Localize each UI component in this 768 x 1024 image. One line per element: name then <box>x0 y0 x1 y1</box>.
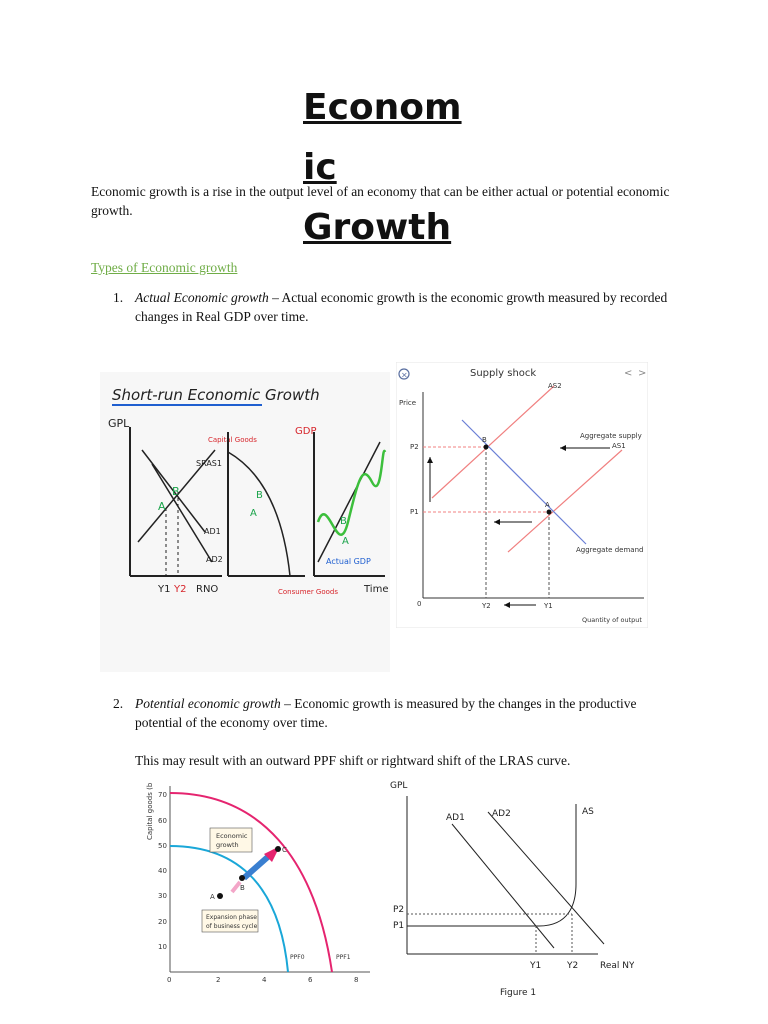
y-tick-30: 30 <box>158 892 167 900</box>
x-axis-label: Quantity of output <box>582 616 642 624</box>
y-tick-50: 50 <box>158 842 167 850</box>
list-number: 1. <box>113 290 124 305</box>
p2-tick: P2 <box>410 443 419 451</box>
box1-line2: growth <box>216 841 239 849</box>
ad2-label: AD2 <box>206 555 223 564</box>
ppf0-label: PPF0 <box>290 954 305 961</box>
as2-label: AS2 <box>548 382 562 390</box>
ppf1-label: PPF1 <box>336 954 351 961</box>
point-c-label: C <box>282 846 287 854</box>
panel2-point-a: A <box>250 508 257 519</box>
item1-text: Actual economic growth is the economic growth measured by recorded changes in Real GDP over time. <box>135 290 668 324</box>
panel3-ylabel: GDP <box>295 426 317 437</box>
x-axis-label: Real NY <box>600 961 634 971</box>
point-c-marker <box>275 846 281 852</box>
y-tick-20: 20 <box>158 918 167 926</box>
y-tick-70: 70 <box>158 791 167 799</box>
panel3-point-b: B <box>340 516 347 527</box>
dash: – <box>280 696 295 711</box>
aggregate-demand-label: Aggregate demand <box>576 546 644 554</box>
y1-tick: Y1 <box>544 602 553 610</box>
y1-tick: Y1 <box>530 961 542 971</box>
panel3-xlabel: Time <box>364 584 389 595</box>
sras-label: SRAS1 <box>196 459 222 468</box>
ppf1-curve <box>170 793 332 972</box>
y2-tick: Y2 <box>482 602 491 610</box>
p1-tick: P1 <box>410 508 419 516</box>
point-b-label: B <box>240 884 245 892</box>
panel3-legend: Actual GDP <box>326 557 371 566</box>
p1-tick: P1 <box>393 921 405 931</box>
dash: – <box>268 290 282 305</box>
panel1-xlabel: RNO <box>196 584 219 595</box>
close-x-icon[interactable]: × <box>401 370 408 380</box>
title-line-2: ic <box>303 147 337 188</box>
intro-paragraph: Economic growth is a rise in the output level of an economy that can be either actual or potential economic growth. <box>91 184 670 218</box>
list-number: 2. <box>113 696 124 711</box>
x-tick-4: 4 <box>262 976 267 984</box>
y-axis-label: Capital goods (b <box>146 782 154 840</box>
supply-shock-figure <box>396 362 648 628</box>
y-tick-10: 10 <box>158 943 167 951</box>
as1-label: AS1 <box>612 442 626 450</box>
ad2-label: AD2 <box>492 809 511 819</box>
point-b-label: B <box>482 436 487 444</box>
x-tick-2: 2 <box>216 976 221 984</box>
panel1-ylabel: GPL <box>108 417 130 430</box>
panel3-point-a: A <box>342 536 349 547</box>
point-a-label: A <box>158 500 166 513</box>
point-b-marker <box>484 445 489 450</box>
panel2-point-b: B <box>256 490 263 501</box>
point-a-label: A <box>545 501 550 509</box>
y-axis-label: GPL <box>390 781 408 791</box>
short-run-growth-figure <box>100 372 390 672</box>
y1-tick: Y1 <box>158 584 171 595</box>
expansion-arrow <box>232 882 240 892</box>
item2-text: Economic growth is measured by the changes in the productive potential of the economy over time. <box>135 696 637 730</box>
term-actual-growth: Actual Economic growth <box>135 290 269 305</box>
title-line-1: Econom <box>303 87 462 128</box>
p2-tick: P2 <box>393 905 405 915</box>
x-tick-6: 6 <box>308 976 313 984</box>
figure-caption: Figure 1 <box>500 988 537 998</box>
ad1-curve <box>452 824 554 948</box>
aggregate-supply-label: Aggregate supply <box>580 432 642 440</box>
figure-title: Short-run Economic Growth <box>112 386 320 404</box>
title-line-3: Growth <box>303 207 452 248</box>
document-title <box>303 78 463 258</box>
lras-figure <box>364 774 634 1000</box>
as-curve <box>407 804 576 926</box>
ad1-label: AD1 <box>446 813 465 823</box>
panel2-xlabel: Consumer Goods <box>278 588 338 596</box>
y2-tick: Y2 <box>567 961 579 971</box>
point-a-marker <box>217 893 223 899</box>
list-item-actual <box>113 288 673 324</box>
x-tick-0: 0 <box>167 976 172 984</box>
growth-arrow-blue <box>244 855 270 878</box>
point-a-marker <box>547 510 552 515</box>
panel2-ylabel: Capital Goods <box>208 436 257 444</box>
box1-line1: Economic <box>216 832 248 840</box>
point-b-marker <box>239 875 245 881</box>
box2-line2: of business cycle <box>206 923 258 930</box>
item2-extra: This may result with an outward PPF shift or rightward shift of the LRAS curve. <box>135 753 571 768</box>
origin-label: 0 <box>417 600 422 608</box>
chevron-left-icon[interactable]: < <box>624 368 633 379</box>
y-tick-40: 40 <box>158 867 167 875</box>
term-potential-growth: Potential economic growth <box>135 696 281 711</box>
box2-line1: Expansion phase <box>206 914 257 921</box>
x-tick-8: 8 <box>354 976 359 984</box>
y2-tick: Y2 <box>174 584 187 595</box>
y-axis-label: Price <box>399 399 417 407</box>
list-item-potential <box>113 694 673 768</box>
y-tick-60: 60 <box>158 817 167 825</box>
chevron-right-icon[interactable]: > <box>638 368 647 379</box>
types-heading: Types of Economic growth <box>91 260 238 275</box>
point-b-label: B <box>172 485 180 498</box>
ppf0-curve <box>170 846 288 972</box>
figure-title: Supply shock <box>470 368 537 379</box>
ad2-curve <box>488 812 604 944</box>
point-a-label: A <box>210 893 215 901</box>
ad1-label: AD1 <box>204 527 221 536</box>
as-label: AS <box>582 807 594 817</box>
ppf-figure <box>140 778 376 992</box>
figure-frame <box>396 362 648 628</box>
